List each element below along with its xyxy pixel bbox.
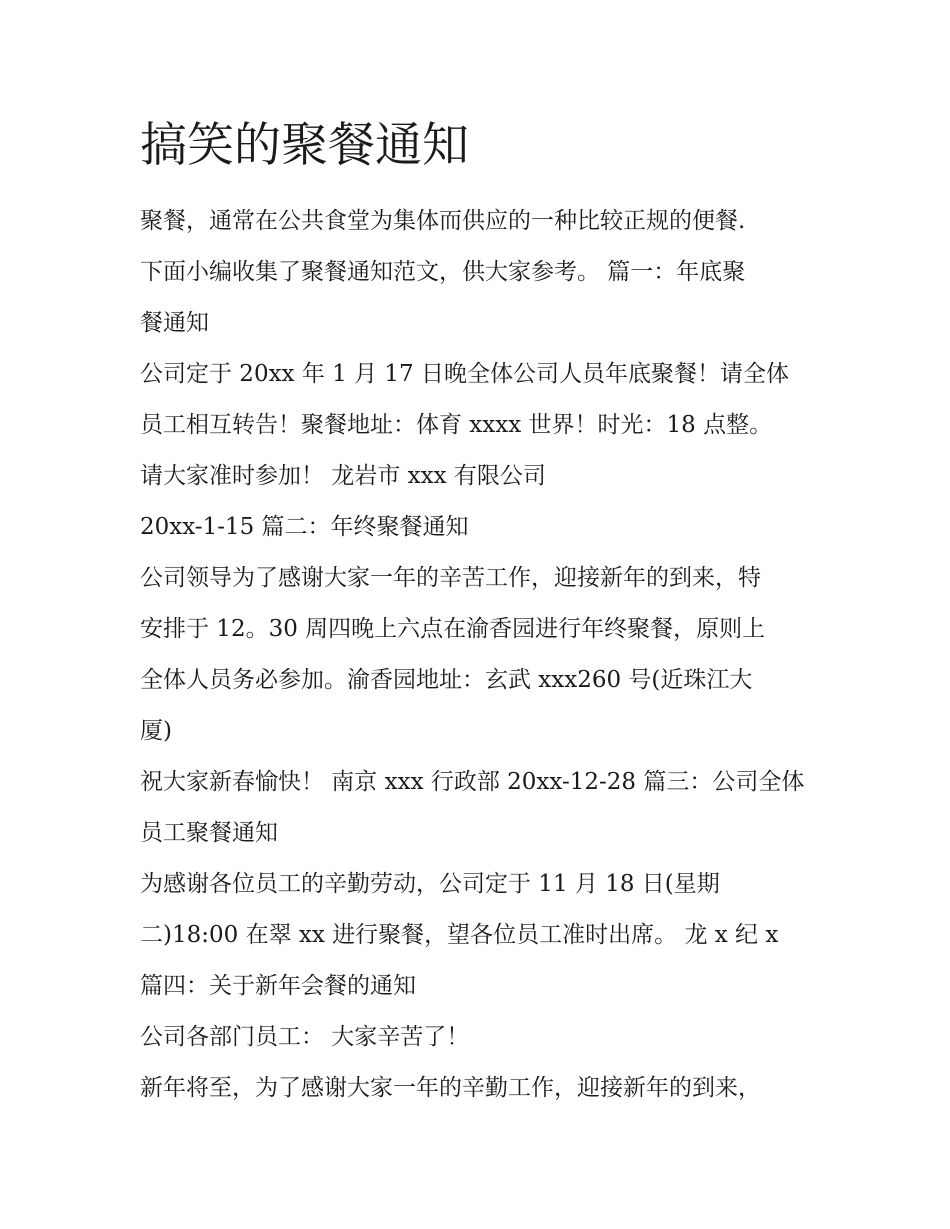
body-line: 新年将至，为了感谢大家一年的辛勤工作，迎接新年的到来，: [140, 1075, 761, 1101]
body-line: 全体人员务必参加。渝香园地址：玄武 xxx260 号(近珠江大: [140, 667, 753, 693]
body-line: 为感谢各位员工的辛勤劳动，公司定于 11 月 18 日(星期: [140, 871, 720, 897]
body-line: 聚餐，通常在公共食堂为集体而供应的一种比较正规的便餐.: [140, 208, 746, 234]
body-line: 公司各部门员工： 大家辛苦了！: [140, 1024, 470, 1050]
body-line: 请大家准时参加！ 龙岩市 xxx 有限公司: [140, 463, 546, 489]
body-line: 篇四：关于新年会餐的通知: [140, 973, 416, 999]
body-line: 餐通知: [140, 310, 209, 336]
body-line: 员工相互转告！聚餐地址：体育 xxxx 世界！时光：18 点整。: [140, 412, 773, 438]
document-title: 搞笑的聚餐通知: [140, 118, 469, 173]
body-line: 公司定于 20xx 年 1 月 17 日晚全体公司人员年底聚餐！请全体: [140, 361, 789, 387]
body-line: 公司领导为了感谢大家一年的辛苦工作，迎接新年的到来，特: [140, 565, 761, 591]
document-body: [140, 196, 830, 1114]
body-line: 二)18:00 在翠 xx 进行聚餐，望各位员工准时出席。 龙 x 纪 x: [140, 922, 779, 948]
body-line: 下面小编收集了聚餐通知范文，供大家参考。 篇一：年底聚: [140, 259, 746, 285]
body-line: 祝大家新春愉快！ 南京 xxx 行政部 20xx-12-28 篇三：公司全体: [140, 769, 805, 795]
body-line: 20xx-1-15 篇二：年终聚餐通知: [140, 514, 469, 540]
body-line: 厦): [140, 718, 172, 744]
body-line: 安排于 12。30 周四晚上六点在渝香园进行年终聚餐，原则上: [140, 616, 766, 642]
body-line: 员工聚餐通知: [140, 820, 278, 846]
